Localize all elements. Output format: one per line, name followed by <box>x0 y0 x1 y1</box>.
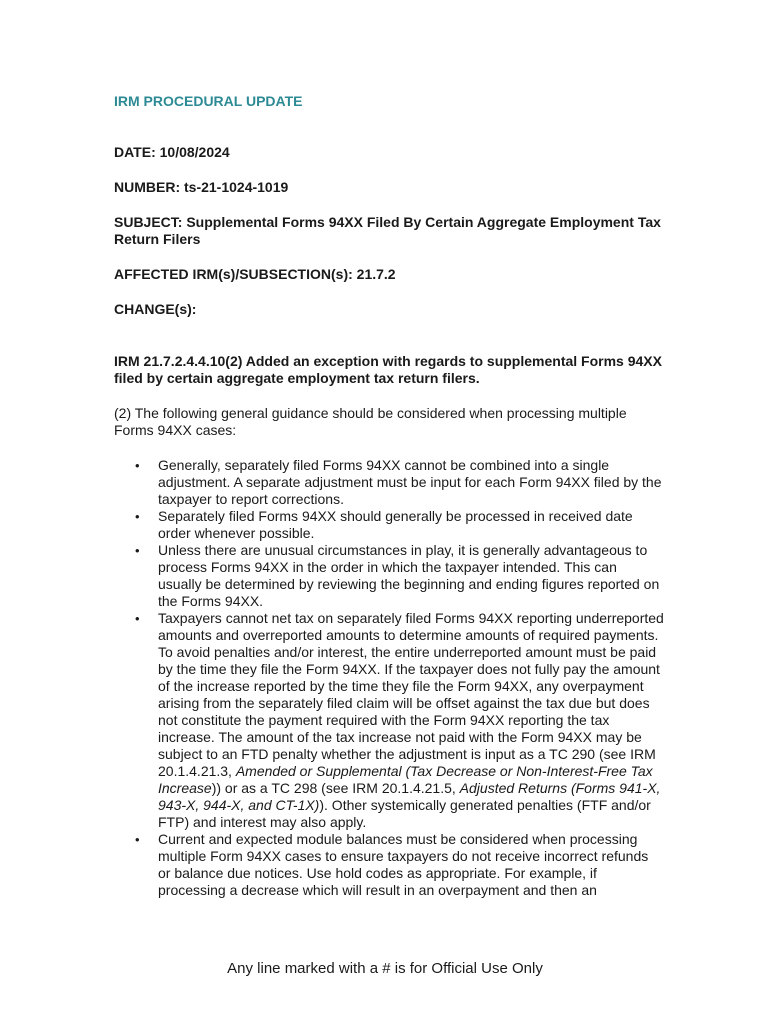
list-item: • Generally, separately filed Forms 94XX cannot be combined into a single adjustment. A separate adjustment must be input for each Form 94XX filed by the taxpayer to report corrections. <box>158 457 664 508</box>
affected-irm-line: AFFECTED IRM(s)/SUBSECTION(s): 21.7.2 <box>114 266 396 282</box>
list-item: • Unless there are unusual circumstances in play, it is generally advantageous to process Forms 94XX in the order in which the taxpayer intended. This can usually be determined by reviewing the beginning and ending figures reported on the Forms 94XX. <box>158 542 664 610</box>
guidance-list <box>114 457 664 899</box>
subject-line: SUBJECT: Supplemental Forms 94XX Filed By Certain Aggregate Employment Tax Return Filers <box>114 214 661 247</box>
irm-reference-title-2: Adjusted Returns (Forms 941-X, 943-X, 944-X, and CT-1X) <box>158 780 661 813</box>
date-line: DATE: 10/08/2024 <box>114 144 230 160</box>
document-body <box>114 93 664 899</box>
list-item: • Current and expected module balances must be considered when processing multiple Form 94XX cases to ensure taxpayers do not receive incorrect refunds or balance due notices. Use hold codes as appropriate. For example, if processing a decrease which will result in an overpayment and then an <box>158 831 664 899</box>
irm-reference-title-1: Amended or Supplemental (Tax Decrease or Non-Interest-Free Tax Increase <box>158 763 653 796</box>
page-title: IRM PROCEDURAL UPDATE <box>114 93 303 109</box>
official-use-footer: Any line marked with a # is for Official Use Only <box>227 960 543 977</box>
list-item: • Separately filed Forms 94XX should generally be processed in received date order whenever possible. <box>158 508 664 542</box>
bullet4-text-2: )) or as a TC 298 (see IRM 20.1.4.21.5, <box>211 780 460 796</box>
number-line: NUMBER: ts-21-1024-1019 <box>114 179 289 195</box>
change-label: CHANGE(s): <box>114 301 197 317</box>
guidance-intro: (2) The following general guidance should be considered when processing multiple Forms 94XX cases: <box>114 405 627 438</box>
bullet4-text-3: ). Other systemically generated penalties (FTF and/or FTP) and interest may also apply. <box>158 797 651 830</box>
bullet4-text-1: Taxpayers cannot net tax on separately filed Forms 94XX reporting underreported amounts and overreported amounts to determine amounts of required payments. To avoid penalties and/or interest, the entire underreported amount must be paid by the time they file the Form 94XX. If the taxpayer does not fully pay the amount of the increase reported by the time they file the Form 94XX, any overpayment arising from the separately filed claim will be offset against the tax due but does not constitute the payment required with the Form 94XX reporting the tax increase. The amount of the tax increase not paid with the Form 94XX may be subject to an FTD penalty whether the adjustment is input as a TC 290 (see IRM 20.1.4.21.3, <box>158 610 664 779</box>
list-item <box>158 610 664 831</box>
change-heading: IRM 21.7.2.4.4.10(2) Added an exception with regards to supplemental Forms 94XX filed by certain aggregate employment tax return filers. <box>114 353 662 386</box>
